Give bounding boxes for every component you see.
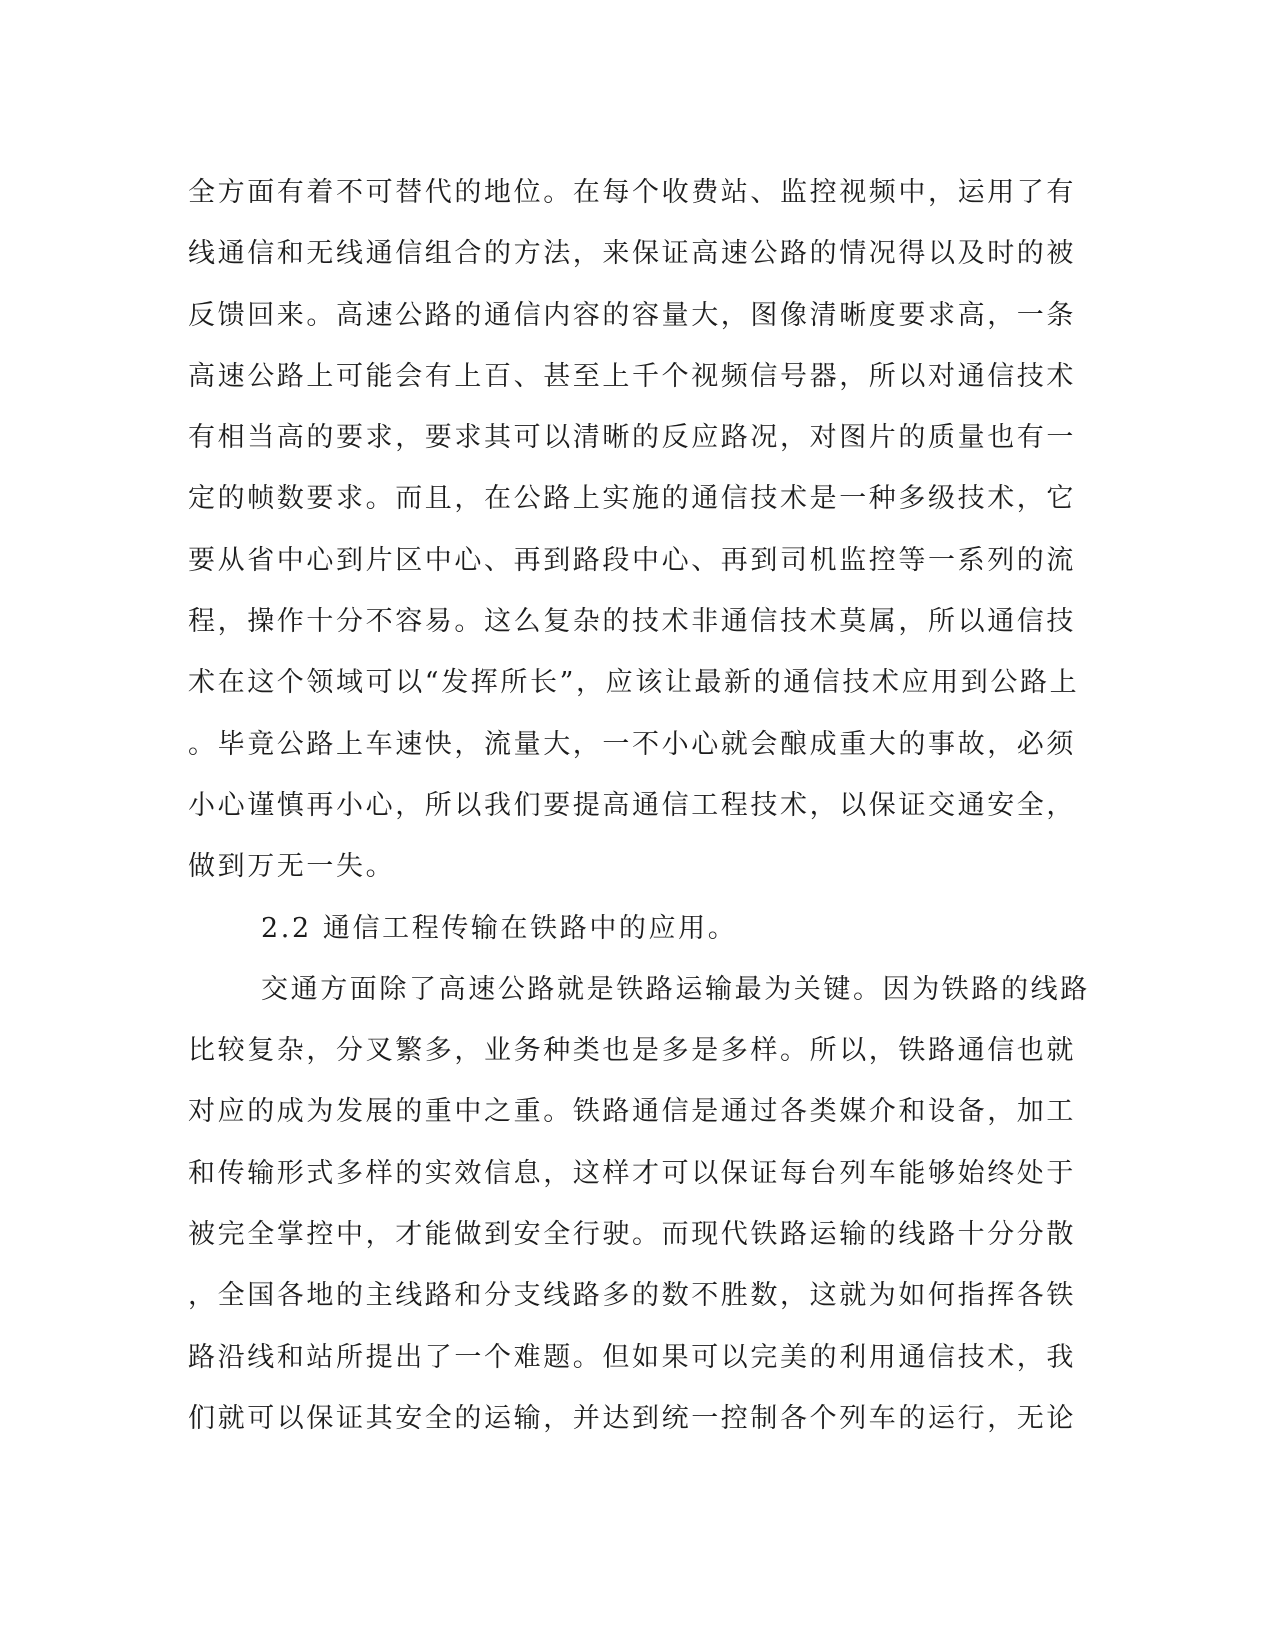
text-line: 被完全掌控中，才能做到安全行驶。而现代铁路运输的线路十分分散 — [188, 1219, 1076, 1251]
text-line: 交通方面除了高速公路就是铁路运输最为关键。因为铁路的线路 — [261, 973, 1090, 1005]
text-line: 路沿线和站所提出了一个难题。但如果可以完美的利用通信技术，我 — [188, 1341, 1076, 1373]
text-line: 术在这个领域可以“发挥所长”，应该让最新的通信技术应用到公路上 — [188, 667, 1080, 699]
text-line: 对应的成为发展的重中之重。铁路通信是通过各类媒介和设备，加工 — [188, 1096, 1076, 1128]
paragraph-continued — [188, 162, 1078, 898]
text-line: 程，操作十分不容易。这么复杂的技术非通信技术莫属，所以通信技 — [188, 606, 1076, 638]
text-line: 高速公路上可能会有上百、甚至上千个视频信号器，所以对通信技术 — [188, 360, 1076, 392]
text-line: 们就可以保证其安全的运输，并达到统一控制各个列车的运行，无论 — [188, 1402, 1076, 1434]
text-line: 和传输形式多样的实效信息，这样才可以保证每台列车能够始终处于 — [188, 1157, 1076, 1189]
text-line: 比较复杂，分叉繁多，业务种类也是多是多样。所以，铁路通信也就 — [188, 1035, 1076, 1067]
text-line: 要从省中心到片区中心、再到路段中心、再到司机监控等一系列的流 — [188, 544, 1076, 576]
text-line: 线通信和无线通信组合的方法，来保证高速公路的情况得以及时的被 — [188, 238, 1076, 270]
text-line: 全方面有着不可替代的地位。在每个收费站、监控视频中，运用了有 — [188, 177, 1076, 208]
document-body — [188, 162, 1090, 1449]
text-line: 小心谨慎再小心，所以我们要提高通信工程技术，以保证交通安全， — [188, 789, 1076, 821]
text-line: 定的帧数要求。而且，在公路上实施的通信技术是一种多级技术，它 — [188, 483, 1076, 515]
text-line: 反馈回来。高速公路的通信内容的容量大，图像清晰度要求高，一条 — [188, 299, 1076, 331]
text-line: 做到万无一失。 — [188, 851, 396, 883]
section-heading: 2.2 通信工程传输在铁路中的应用。 — [261, 912, 738, 944]
text-line: 有相当高的要求，要求其可以清晰的反应路况，对图片的质量也有一 — [188, 422, 1076, 454]
text-line: ，全国各地的主线路和分支线路多的数不胜数，这就为如何指挥各铁 — [188, 1280, 1076, 1312]
paragraph — [188, 959, 1090, 1449]
text-line: 。毕竟公路上车速快，流量大，一不小心就会酿成重大的事故，必须 — [188, 728, 1076, 760]
